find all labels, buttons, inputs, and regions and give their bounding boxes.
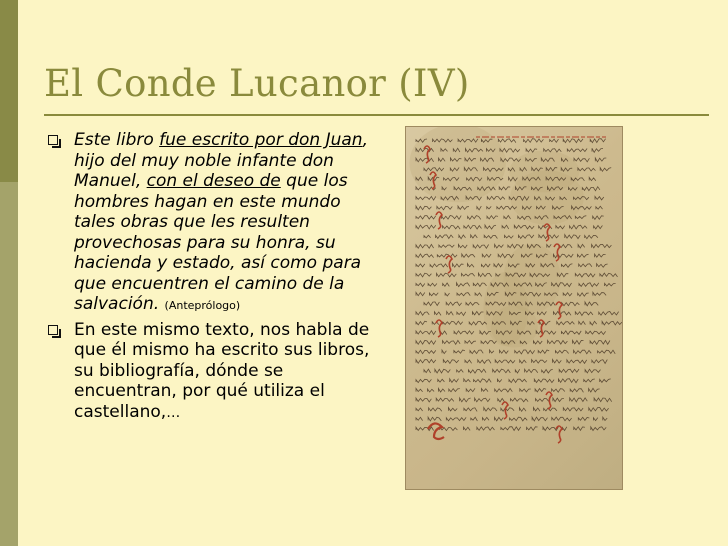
manuscript-line: [416, 408, 609, 412]
manuscript-line: [416, 225, 602, 229]
manuscript-line: [424, 235, 598, 239]
manuscript-line: [416, 398, 612, 402]
manuscript-line: [416, 417, 607, 421]
manuscript-rubric-mark: [538, 320, 544, 337]
manuscript-line: [416, 379, 611, 383]
title-divider: [44, 114, 709, 116]
bullet-item-2: [44, 320, 374, 424]
manuscript-line: [416, 244, 611, 248]
checkbox-bullet-icon: [48, 135, 58, 145]
manuscript-rubric-mark: [556, 302, 562, 319]
manuscript-line: [416, 360, 607, 364]
manuscript-rubric-mark: [436, 320, 442, 337]
manuscript-line: [416, 350, 615, 354]
bullet-1-part-5: que los hombres hagan en este mundo tales obras que les resulten provechosas para su honra, su hacienda y estado, así como para que encuentren el camino de la salvación.: [74, 171, 362, 314]
bullet-1-part-1: Este libro: [74, 130, 160, 150]
checkbox-bullet-icon: [48, 325, 58, 335]
manuscript-rubric-mark: [546, 392, 552, 409]
manuscript-line: [416, 388, 600, 392]
bullet-1-part-3: , hijo del muy noble infante don Manuel,: [74, 130, 368, 191]
bullet-1-text: [74, 130, 368, 314]
bullet-1-underlined-2: con el deseo de: [146, 171, 281, 191]
bullet-1-note: (Anteprólogo): [164, 299, 241, 312]
manuscript-rubric-mark: [446, 256, 452, 273]
manuscript-initial-mark: [428, 423, 444, 439]
left-accent-bar-top: [0, 0, 18, 182]
bullet-2-text: En este mismo texto, nos habla de que él mismo ha escrito sus libros, su bibliografía, dónde se encuentran, por qué utiliza el castellano,: [74, 319, 370, 422]
manuscript-rubric-mark: [556, 426, 562, 443]
bullet-item-1: [44, 130, 374, 317]
slide-title: El Conde Lucanor (IV): [44, 62, 470, 105]
manuscript-line: [416, 216, 604, 220]
manuscript-line: [424, 369, 601, 373]
manuscript-rubric-mark: [436, 212, 442, 229]
manuscript-illustration: [406, 127, 622, 489]
bullet-2-ellipsis: …: [166, 404, 181, 421]
manuscript-page-image: [405, 126, 623, 490]
bullet-1-underlined-1: fue escrito por don Juan: [159, 130, 363, 150]
manuscript-line: [416, 427, 606, 431]
bullet-list: [44, 130, 374, 426]
